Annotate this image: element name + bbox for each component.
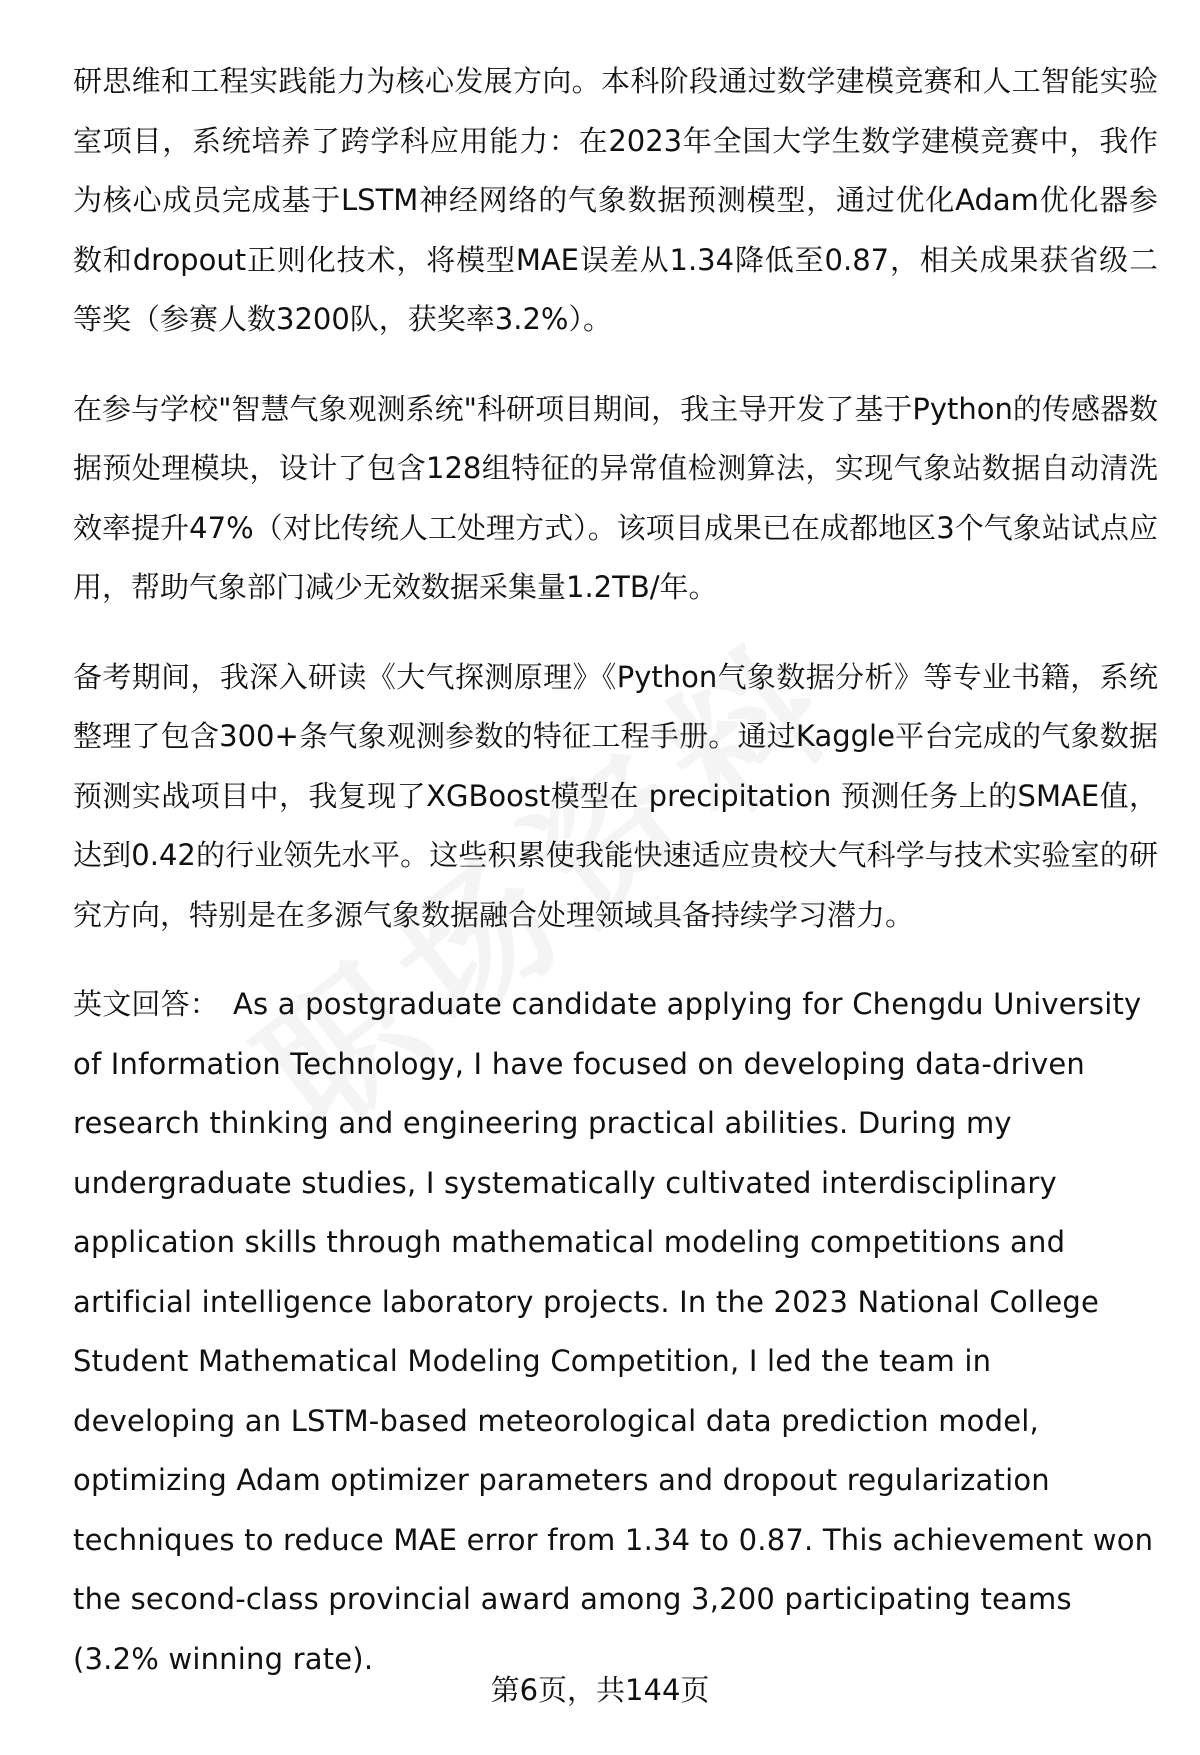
english-answer-label: 英文回答：: [73, 987, 220, 1021]
paragraph-1: 研思维和工程实践能力为核心发展方向。本科阶段通过数学建模竞赛和人工智能实验室项目，系统培养了跨学科应用能力：在2023年全国大学生数学建模竞赛中，我作为核心成员完成基于LSTM神经网络的气象数据预测模型，通过优化Adam优化器参数和dropout正则化技术，将模型MAE误差从1.34降低至0.87，相关成果获省级二等奖（参赛人数3200队，获奖率3.2%）。: [73, 64, 1158, 336]
english-answer-text: As a postgraduate candidate applying for Chengdu University of Information Technology, I have focused on developing data-driven research thinking and engineering practical abilities. During my undergraduate studies, I systematically cultivated interdisciplinary application skills through mathematical modeling competitions and artificial intelligence laboratory projects. In the 2023 National College Student Mathematical Modeling Competition, I led the team in developing an LSTM-based meteorological data prediction model, optimizing Adam optimizer parameters and dropout regularization techniques to reduce MAE error from 1.34 to 0.87. This achievement won the second-class provincial award among 3,200 participating teams (3.2% winning rate).: [73, 987, 1154, 1676]
paragraph-2: 在参与学校"智慧气象观测系统"科研项目期间，我主导开发了基于Python的传感器数据预处理模块，设计了包含128组特征的异常值检测算法，实现气象站数据自动清洗效率提升47%（对比传统人工处理方式）。该项目成果已在成都地区3个气象站试点应用，帮助气象部门减少无效数据采集量1.2TB/年。: [73, 391, 1158, 604]
paragraph-3: 备考期间，我深入研读《大气探测原理》《Python气象数据分析》等专业书籍，系统整理了包含300+条气象观测参数的特征工程手册。通过Kaggle平台完成的气象数据预测实战项目中，我复现了XGBoost模型在 precipitation 预测任务上的SMAE值，达到0.42的行业领先水平。这些积累使我能快速适应贵校大气科学与技术实验室的研究方向，特别是在多源气象数据融合处理领域具备持续学习潜力。: [73, 659, 1158, 932]
document-body: [73, 52, 1158, 1719]
page-number: 第6页，共144页: [490, 1673, 710, 1707]
english-answer-paragraph: [73, 975, 1158, 1689]
